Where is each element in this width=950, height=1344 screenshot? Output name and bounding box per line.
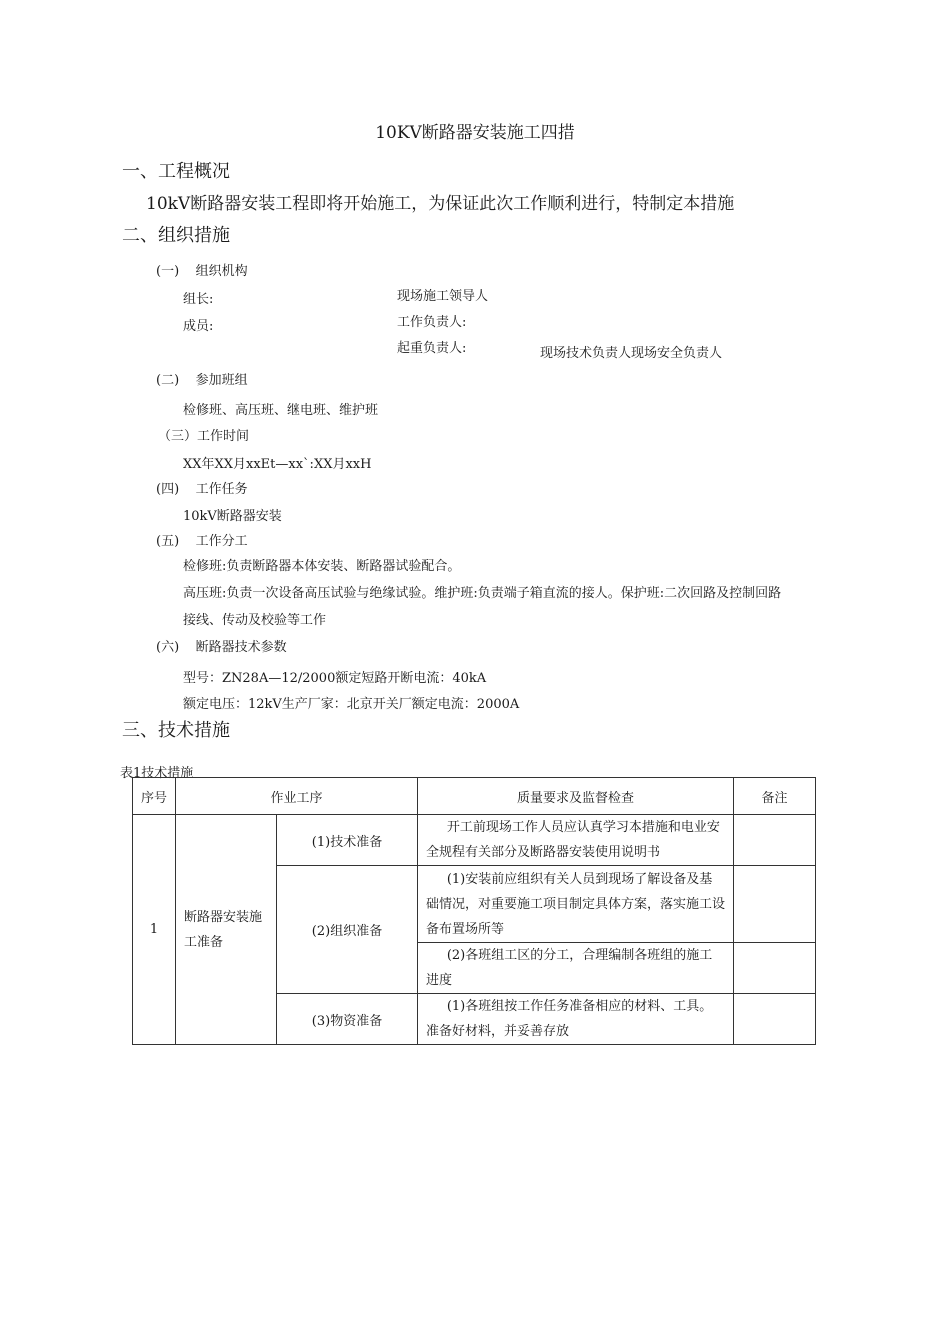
leader-label: 组长: xyxy=(183,292,214,307)
work-time-text: XX年XX月xxEt—xx`:XX月xxH xyxy=(183,457,372,472)
header-remarks: 备注 xyxy=(734,778,816,815)
header-process: 作业工序 xyxy=(176,778,418,815)
teams-text: 检修班、高压班、继电班、维护班 xyxy=(183,403,379,418)
overview-text: 10kV断路器安装工程即将开始施工，为保证此次工作顺利进行，特制定本措施 xyxy=(146,194,735,214)
subheading-division: (五) 工作分工 xyxy=(156,534,248,549)
step-name: (3)物资准备 xyxy=(277,994,418,1045)
step-requirement: (2)各班组工区的分工，合理编制各班组的施工进度 xyxy=(418,943,734,994)
step-remark xyxy=(734,943,816,994)
step-requirement: (1)安装前应组织有关人员到现场了解设备及基础情况，对重要施工项目制定具体方案，落实施工设备布置场所等 xyxy=(418,866,734,943)
division-line-2: 高压班:负责一次设备高压试验与绝缘试验。维护班:负责端子箱直流的接人。保护班:二次回路及控制回路 xyxy=(183,586,782,601)
member-extra: 现场技术负责人现场安全负责人 xyxy=(540,346,723,361)
header-quality: 质量要求及监督检查 xyxy=(418,778,734,815)
params-line-1: 型号：ZN28A—12/2000额定短路开断电流：40kA xyxy=(183,671,487,686)
subheading-params: (六) 断路器技术参数 xyxy=(156,640,287,655)
member-value: 工作负责人: xyxy=(397,315,467,330)
section-heading-technical: 三、技术措施 xyxy=(122,720,230,741)
step-name: (1)技术准备 xyxy=(277,815,418,866)
subheading-work-time: （三）工作时间 xyxy=(158,429,250,444)
member-label: 成员: xyxy=(183,319,214,334)
step-name: (2)组织准备 xyxy=(277,866,418,994)
table-row xyxy=(133,815,816,866)
division-line-1: 检修班:负责断路器本体安装、断路器试验配合。 xyxy=(183,559,461,574)
table-header-row xyxy=(133,778,816,815)
technical-measures-table xyxy=(132,777,816,1045)
section-heading-organization: 二、组织措施 xyxy=(122,225,230,246)
step-remark xyxy=(734,815,816,866)
division-line-3: 接线、传动及校验等工作 xyxy=(183,613,327,628)
document-title: 10KV断路器安装施工四措 xyxy=(375,123,575,143)
step-remark xyxy=(734,994,816,1045)
row-stage: 断路器安装施工准备 xyxy=(176,815,277,1045)
leader-value: 现场施工领导人 xyxy=(397,289,489,304)
step-requirement: (1)各班组按工作任务准备相应的材料、工具。准备好材料，并妥善存放 xyxy=(418,994,734,1045)
section-heading-overview: 一、工程概况 xyxy=(122,161,230,182)
step-requirement: 开工前现场工作人员应认真学习本措施和电业安全规程有关部分及断路器安装使用说明书 xyxy=(418,815,734,866)
step-remark xyxy=(734,866,816,943)
subheading-org-structure: (一) 组织机构 xyxy=(156,264,248,279)
cutoff-text: 起重负责人: xyxy=(397,341,467,356)
header-no: 序号 xyxy=(133,778,176,815)
table-caption: 表1技术措施 xyxy=(120,766,194,781)
row-no: 1 xyxy=(133,815,176,1045)
subheading-task: (四) 工作任务 xyxy=(156,482,248,497)
subheading-teams: (二) 参加班组 xyxy=(156,373,248,388)
params-line-2: 额定电压：12kV生产厂家：北京开关厂额定电流：2000A xyxy=(183,697,520,712)
task-text: 10kV断路器安装 xyxy=(183,509,282,524)
